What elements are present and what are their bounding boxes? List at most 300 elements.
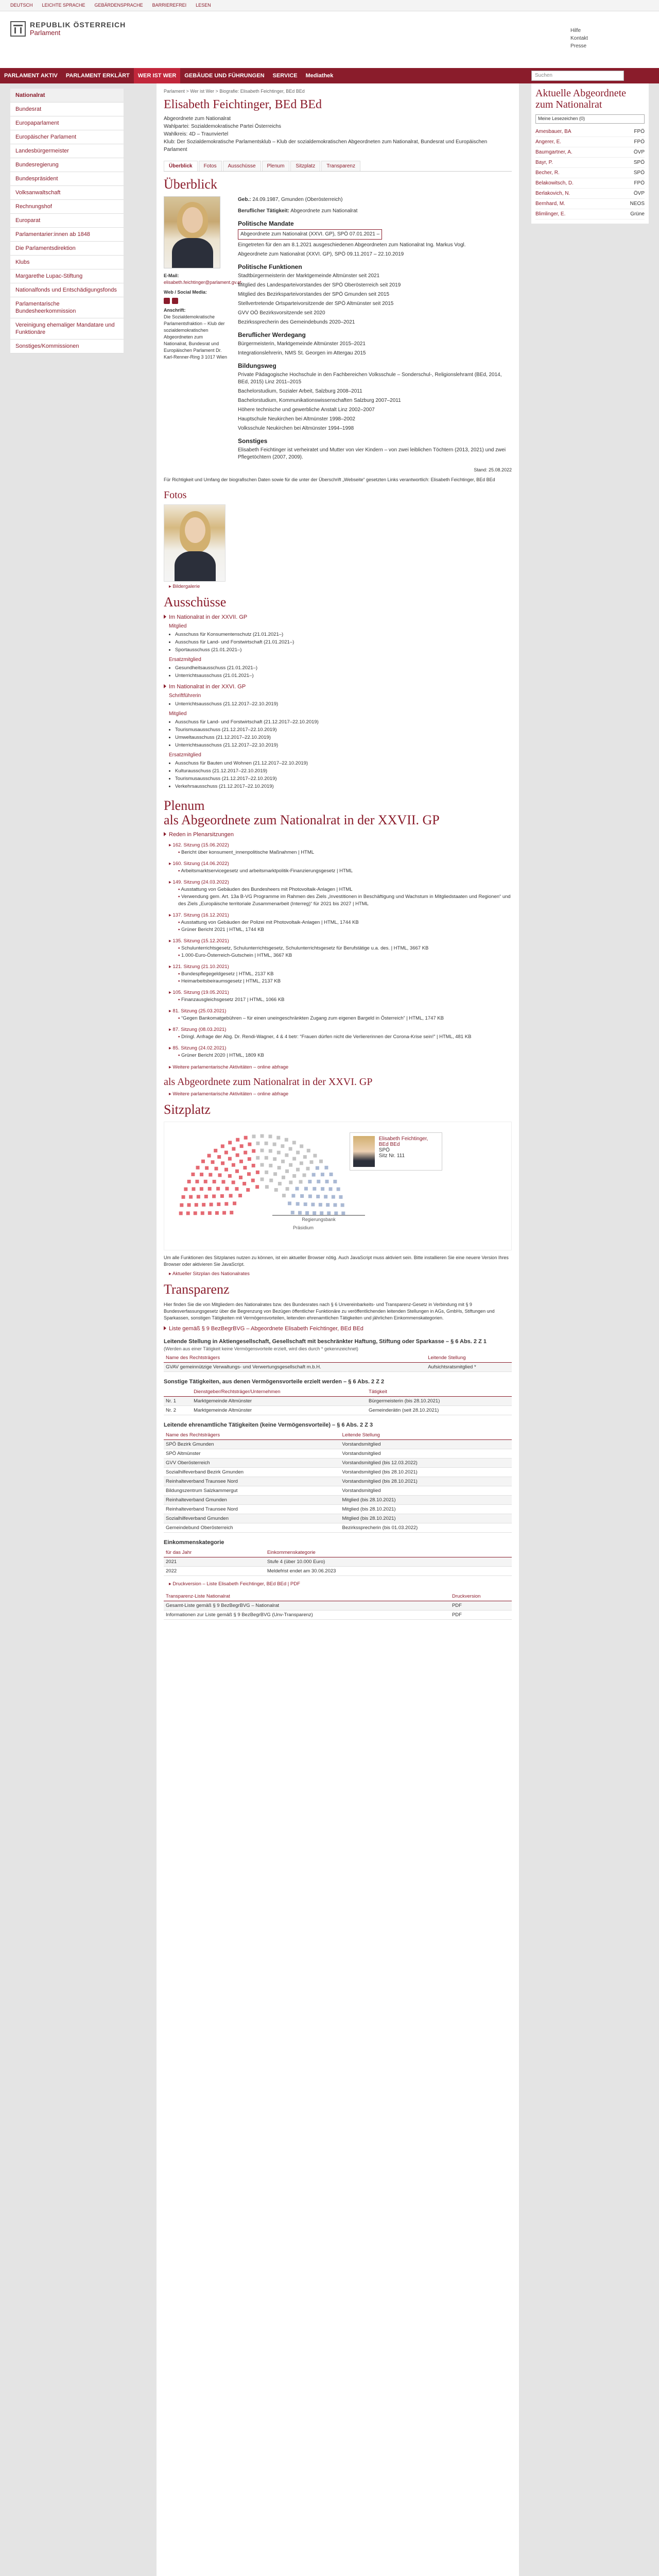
seat[interactable] <box>246 1188 250 1192</box>
seat[interactable] <box>278 1181 282 1185</box>
seat[interactable] <box>207 1187 212 1191</box>
seat[interactable] <box>187 1179 191 1183</box>
table-header: Transparenz-Liste Nationalrat <box>164 1592 450 1601</box>
seat[interactable] <box>251 1178 255 1182</box>
seat[interactable] <box>288 1147 292 1151</box>
seat[interactable] <box>236 1138 240 1142</box>
gallery-photo[interactable] <box>164 504 226 582</box>
table-cell[interactable]: PDF <box>450 1601 512 1611</box>
seat[interactable] <box>207 1211 212 1215</box>
sidebar-item[interactable]: Volksanwaltschaft <box>10 186 124 200</box>
seat[interactable] <box>199 1187 203 1191</box>
seat[interactable] <box>285 1169 289 1173</box>
education-item: Private Pädagogische Hochschule in den Fachbereichen Volksschule – Sonderschul-, Religionslehramt (BEd, 2014, BEd, 2015) Linz 2011–2015 <box>238 372 502 385</box>
speech-link[interactable]: ▪ Arbeitsmarktservicegesetz und arbeitsmarktpolitik-Finanzierungsgesetz | HTML <box>178 868 512 875</box>
seat[interactable] <box>195 1179 199 1183</box>
seat[interactable] <box>260 1134 264 1138</box>
committee-item: • Kulturausschuss (21.12.2017–22.10.2019) <box>175 767 512 775</box>
seat[interactable] <box>285 1187 289 1191</box>
seat[interactable] <box>252 1149 256 1153</box>
seat[interactable] <box>205 1166 209 1170</box>
seat[interactable] <box>274 1188 278 1192</box>
main-content <box>157 83 519 2576</box>
sidebar-item[interactable]: Sonstiges/Kommissionen <box>10 340 124 353</box>
print-version-link[interactable]: ▸ Druckversion – Liste Elisabeth Feichtinger, BEd BEd | PDF <box>169 1581 512 1587</box>
mp-name[interactable]: Amesbauer, BA <box>535 129 571 134</box>
seat[interactable] <box>221 1180 226 1184</box>
seat[interactable] <box>292 1174 297 1178</box>
seat[interactable] <box>255 1170 259 1174</box>
seat[interactable] <box>318 1202 322 1207</box>
session-toggle[interactable]: ▸ 137. Sitzung (16.12.2021) <box>169 912 229 918</box>
nav-mediathek[interactable]: Mediathek <box>305 73 334 79</box>
bio-column <box>238 196 512 463</box>
seat[interactable] <box>311 1202 315 1207</box>
seat[interactable] <box>295 1187 299 1191</box>
seat[interactable] <box>207 1154 211 1158</box>
table-header: Druckversion <box>450 1592 512 1601</box>
seat[interactable] <box>256 1156 260 1160</box>
seat[interactable] <box>193 1211 197 1215</box>
seat[interactable] <box>209 1173 213 1177</box>
contact-link[interactable]: Kontakt <box>570 36 588 41</box>
mp-list-item[interactable] <box>535 178 645 189</box>
seat-note: Um alle Funktionen des Sitzplanes nutzen zu können, ist ein aktueller Browser nötig. Auch JavaScript muss aktiviert sein. Bitte installieren Sie eine neuere Version Ihres Browser oder aktivieren Sie JavaScript. <box>164 1255 509 1267</box>
session-toggle[interactable]: ▸ 135. Sitzung (15.12.2021) <box>169 938 229 944</box>
seat-info-card <box>350 1132 442 1171</box>
gallery-link[interactable]: ▸ Bildergalerie <box>169 584 512 589</box>
seat[interactable] <box>239 1144 244 1148</box>
seat[interactable] <box>306 1148 310 1153</box>
table-cell: Sozialhilfeverband Gmunden <box>164 1514 340 1523</box>
table-header-row <box>164 1592 512 1601</box>
tab-plenum[interactable]: Plenum <box>262 161 290 171</box>
table-cell: 2021 <box>164 1557 265 1567</box>
more-activities-old-link[interactable]: ▸ Weitere parlamentarische Aktivitäten – online abfrage <box>169 1091 512 1097</box>
seat[interactable] <box>215 1211 219 1215</box>
pol-function-item: Stellvertretende Ortsparteivorsitzende der SPÖ Altmünster seit 2015 <box>238 301 394 307</box>
table-cell[interactable]: PDF <box>450 1611 512 1620</box>
seat[interactable] <box>203 1179 207 1183</box>
transparency-title: Transparenz <box>164 1282 230 1297</box>
seat[interactable] <box>265 1170 269 1174</box>
seat[interactable] <box>313 1187 317 1191</box>
seat[interactable] <box>264 1141 268 1145</box>
seat[interactable] <box>287 1201 291 1206</box>
seat[interactable] <box>282 1194 286 1198</box>
sidebar-item[interactable]: Europarat <box>10 214 124 228</box>
seat[interactable] <box>292 1157 297 1161</box>
seat[interactable] <box>224 1202 229 1206</box>
sidebar-item[interactable]: Europaparlament <box>10 116 124 130</box>
seat[interactable] <box>244 1136 248 1140</box>
seat[interactable] <box>276 1136 281 1140</box>
tab-ausschüsse[interactable]: Ausschüsse <box>223 161 261 171</box>
seat[interactable] <box>260 1148 264 1153</box>
seat[interactable] <box>340 1203 344 1207</box>
seat[interactable] <box>228 1157 232 1161</box>
portrait-image <box>164 196 220 268</box>
speech-link[interactable]: ▪ Bundespflegegeldgesetz | HTML, 2137 KB <box>178 971 512 978</box>
seat[interactable] <box>309 1160 314 1164</box>
seat[interactable] <box>224 1150 228 1155</box>
sidebar-item[interactable]: Die Parlamentsdirektion <box>10 242 124 256</box>
seat[interactable] <box>321 1187 325 1191</box>
seat[interactable] <box>228 1174 232 1178</box>
seat[interactable] <box>194 1203 198 1207</box>
seat[interactable] <box>331 1195 335 1199</box>
session-toggle[interactable]: ▸ 160. Sitzung (14.06.2022) <box>169 861 229 867</box>
seat[interactable] <box>308 1179 312 1183</box>
tab-sitzplatz[interactable]: Sitzplatz <box>290 161 320 171</box>
seat[interactable] <box>276 1150 281 1155</box>
logo[interactable] <box>10 21 126 37</box>
nav-parlament-erklaert[interactable]: PARLAMENT ERKLÄRT <box>65 73 130 79</box>
seat[interactable] <box>273 1172 278 1176</box>
seat[interactable] <box>184 1187 188 1191</box>
mp-name[interactable]: Belakowitsch, D. <box>535 180 574 186</box>
sidebar-item[interactable]: Nationalrat <box>10 89 124 103</box>
seat[interactable] <box>324 1195 328 1199</box>
mp-name[interactable]: Bernhard, M. <box>535 201 565 207</box>
speech-link[interactable]: ▪ Ausstattung von Gebäuden des Bundesheers mit Photovoltaik-Anlagen | HTML <box>178 886 512 893</box>
seat[interactable] <box>217 1155 221 1159</box>
mp-list-item[interactable] <box>535 127 645 137</box>
sidebar-item[interactable]: Landesbürgermeister <box>10 144 124 158</box>
mp-party: FPÖ <box>634 180 645 186</box>
sidebar-item[interactable]: Margarethe Lupac-Stiftung <box>10 269 124 283</box>
seat[interactable] <box>290 1211 294 1215</box>
seat[interactable] <box>316 1194 320 1198</box>
seat[interactable] <box>333 1203 337 1207</box>
seat[interactable] <box>296 1150 300 1155</box>
seat[interactable] <box>196 1195 200 1199</box>
seat[interactable] <box>221 1161 225 1165</box>
mp-list-item[interactable] <box>535 168 645 178</box>
seat[interactable] <box>255 1185 259 1189</box>
email-link[interactable]: elisabeth.feichtinger@parlament.gv.at <box>164 280 241 285</box>
seat[interactable] <box>225 1187 229 1191</box>
seat[interactable] <box>289 1180 293 1184</box>
seat[interactable] <box>209 1202 213 1207</box>
seat[interactable] <box>220 1194 224 1198</box>
seat[interactable] <box>317 1179 321 1183</box>
seat[interactable] <box>230 1211 234 1215</box>
seat[interactable] <box>269 1163 273 1167</box>
seat[interactable] <box>251 1163 255 1167</box>
bookmark-select[interactable]: Meine Lesezeichen (0) <box>535 114 645 124</box>
seat[interactable] <box>247 1157 251 1161</box>
seat[interactable] <box>200 1173 204 1177</box>
seat-number: Sitz Nr. 111 <box>378 1153 405 1159</box>
seat[interactable] <box>179 1211 183 1215</box>
sidebar-item[interactable]: Parlamentarier:innen ab 1848 <box>10 228 124 242</box>
pol-function-item: Mitglied des Bezirksparteivorstandes der SPÖ Gmunden seit 2015 <box>238 292 390 297</box>
seat[interactable] <box>217 1202 221 1206</box>
seat[interactable] <box>324 1165 328 1170</box>
table1-title: Leitende Stellung in Aktiengesellschaft, Gesellschaft mit beschränkter Haftung, Stiftung oder Sparkasse – § 6 Abs. 2 Z 1 <box>164 1338 487 1345</box>
speech-link[interactable]: ▪ Dringl. Anfrage der Abg. Dr. Rendi-Wagner, 4 & 4 betr: “Frauen dürfen nicht die Verliererinnen der Corona-Krise sein!” | HTML, 481 KB <box>178 1033 512 1041</box>
sidebar-item[interactable]: Bundesrat <box>10 103 124 116</box>
mp-list-item[interactable] <box>535 158 645 168</box>
seat[interactable] <box>211 1160 215 1164</box>
transparency-text: Hier finden Sie die von Mitgliedern des Nationalrates bzw. des Bundesrates nach § 6 Unvereinbarkeits- und Transparenz-Gesetz in Verbindung mit § 9 Bundesverfassungsgesetz über die Begrenzung von Bezügen öffentlicher Funktionäre zu veröffentlichenden leitenden Stellungen in AGs, GmbHs, Stiftungen und Sparkassen, sonstigen Tätigkeiten mit Vermögensvorteilen, leitenden ehrenamtlichen Tätigkeiten und jährlichen Einkommenskategorien. <box>164 1302 495 1320</box>
seat[interactable] <box>292 1141 296 1145</box>
seat[interactable] <box>325 1179 329 1183</box>
table-cell: Mitglied (bis 28.10.2021) <box>340 1496 512 1505</box>
table-header-row <box>164 1548 512 1557</box>
top-strip-link[interactable]: DEUTSCH <box>10 3 33 8</box>
speeches-toggle[interactable]: Reden in Plenarsitzungen <box>164 832 512 838</box>
seat[interactable] <box>306 1166 310 1171</box>
tab-transparenz[interactable]: Transparenz <box>321 161 360 171</box>
seat[interactable] <box>235 1187 239 1191</box>
seat[interactable] <box>328 1187 333 1191</box>
seat[interactable] <box>222 1211 227 1215</box>
seat[interactable] <box>192 1187 196 1191</box>
committee-item: • Tourismusausschuss (21.12.2017–22.10.2019) <box>175 726 512 734</box>
seat[interactable] <box>272 1142 276 1146</box>
mp-name[interactable]: Berlakovich, N. <box>535 191 570 196</box>
speech-link[interactable]: ▪ “Gegen Bankomatgebühren – für einen uneingeschränkten Zugang zum eigenen Bargeld in Österreich” | HTML, 1747 KB <box>178 1015 512 1022</box>
committee-item: • Unterrichtsausschuss (21.12.2017–22.10.2019) <box>175 741 512 749</box>
seat[interactable] <box>243 1166 247 1170</box>
sidebar-item[interactable]: Rechnungshof <box>10 200 124 214</box>
logo-line2: Parlament <box>30 29 61 37</box>
seat[interactable] <box>299 1161 303 1165</box>
seat[interactable] <box>326 1203 330 1207</box>
seat[interactable] <box>284 1138 288 1142</box>
table-cell: Bildungszentrum Salzkammergut <box>164 1486 340 1496</box>
sidebar-item[interactable]: Bundesregierung <box>10 158 124 172</box>
mp-name[interactable]: Bayr, P. <box>535 160 553 165</box>
session-toggle[interactable]: ▸ 87. Sitzung (08.03.2021) <box>169 1027 227 1032</box>
seat[interactable] <box>252 1134 256 1139</box>
session-toggle[interactable]: ▸ 149. Sitzung (24.03.2022) <box>169 879 229 885</box>
seat[interactable] <box>291 1194 296 1198</box>
mp-list-item[interactable] <box>535 189 645 199</box>
nav-gebaeude[interactable]: GEBÄUDE UND FÜHRUNGEN <box>184 73 265 79</box>
mp-list-item[interactable] <box>535 137 645 147</box>
seat[interactable] <box>201 1159 205 1163</box>
seat[interactable] <box>320 1173 324 1177</box>
site-header <box>0 11 659 68</box>
speech-link[interactable]: ▪ Grüner Bericht 2020 | HTML, 1809 KB <box>178 1052 512 1059</box>
help-link[interactable]: Hilfe <box>570 28 581 33</box>
seat[interactable] <box>339 1195 343 1199</box>
seat[interactable] <box>333 1179 337 1183</box>
transparency-toggle[interactable]: Liste gemäß § 9 BezBegrBVG – Abgeordnete Elisabeth Feichtinger, BEd BEd <box>164 1326 512 1332</box>
seat[interactable] <box>202 1202 206 1207</box>
seat[interactable] <box>304 1187 308 1191</box>
table-header-row <box>164 1431 512 1440</box>
education-item: Bachelorstudium, Kommunikationswissenschaften Salzburg 2007–2011 <box>238 398 401 403</box>
session-toggle[interactable]: ▸ 105. Sitzung (19.05.2021) <box>169 990 229 995</box>
nav-service[interactable]: SERVICE <box>272 73 298 79</box>
seat[interactable] <box>235 1169 239 1173</box>
instagram-icon[interactable] <box>172 298 178 304</box>
sidebar-item[interactable]: Europäischer Parlament <box>10 130 124 144</box>
seat[interactable] <box>260 1177 264 1181</box>
seat[interactable] <box>187 1203 191 1207</box>
seat[interactable] <box>285 1153 289 1157</box>
top-strip-link[interactable]: LESEN <box>196 3 211 8</box>
seat[interactable] <box>204 1194 208 1198</box>
seat[interactable] <box>313 1154 317 1158</box>
seat[interactable] <box>238 1194 242 1198</box>
top-strip-link[interactable]: GEBÄRDENSPRACHE <box>94 3 143 8</box>
sidebar-item[interactable]: Nationalfonds und Entschädigungsfonds <box>10 283 124 297</box>
seat[interactable] <box>281 1175 285 1179</box>
mp-list-item[interactable] <box>535 147 645 158</box>
seat[interactable] <box>268 1149 272 1153</box>
session-toggle[interactable]: ▸ 121. Sitzung (21.10.2021) <box>169 964 229 970</box>
seat[interactable] <box>303 1202 307 1206</box>
seat[interactable] <box>224 1167 228 1172</box>
seat[interactable] <box>311 1173 316 1177</box>
nav-wer-ist-wer[interactable]: WER IST WER <box>134 68 181 83</box>
speech-link[interactable]: ▪ Finanzausgleichsgesetz 2017 | HTML, 1066 KB <box>178 996 512 1004</box>
committees-current-toggle[interactable]: Im Nationalrat in der XXVII. GP <box>164 614 512 620</box>
seat[interactable] <box>228 1141 232 1145</box>
table-cell: Reinhalteverband Traunsee Nord <box>164 1505 340 1514</box>
seat[interactable] <box>264 1156 268 1160</box>
seat[interactable] <box>308 1194 312 1198</box>
seat[interactable] <box>239 1175 243 1179</box>
speech-link[interactable]: ▪ Bericht über konsument_innenpolitische Maßnahmen | HTML <box>178 849 512 856</box>
seat[interactable] <box>196 1165 200 1170</box>
seat[interactable] <box>296 1167 300 1172</box>
breadcrumb: Parlament > Wer ist Wer > Biografie: Elisabeth Feichtinger, BEd BEd <box>164 89 305 94</box>
seat[interactable] <box>232 1147 236 1151</box>
table-cell: SPÖ Bezirk Gmunden <box>164 1440 340 1449</box>
sidebar-item[interactable]: Vereinigung ehemaliger Mandatare und Funktionäre <box>10 318 124 340</box>
speech-link[interactable]: ▪ 1.000-Euro-Österreich-Gutschein | HTML, 3667 KB <box>178 952 512 959</box>
seat[interactable] <box>300 1194 304 1198</box>
seat[interactable] <box>299 1180 303 1184</box>
seat[interactable] <box>235 1153 239 1157</box>
seat[interactable] <box>191 1172 195 1176</box>
nav-parlament-aktiv[interactable]: PARLAMENT AKTIV <box>4 73 58 79</box>
table-cell: Gemeinderätin (seit 28.10.2021) <box>367 1406 512 1415</box>
more-activities-link[interactable]: ▸ Weitere parlamentarische Aktivitäten – online abfrage <box>169 1064 512 1070</box>
seat[interactable] <box>289 1163 293 1167</box>
top-strip-link[interactable]: LEICHTE SPRACHE <box>42 3 85 8</box>
session-toggle[interactable]: ▸ 162. Sitzung (15.06.2022) <box>169 842 229 848</box>
other-activities-table <box>164 1387 512 1415</box>
seat[interactable] <box>231 1163 235 1167</box>
seat[interactable] <box>298 1211 302 1215</box>
honorary-table <box>164 1431 512 1533</box>
seat[interactable] <box>277 1166 281 1170</box>
facebook-icon[interactable] <box>164 298 170 304</box>
seat[interactable] <box>269 1178 273 1182</box>
seat[interactable] <box>296 1202 300 1206</box>
sidebar-item[interactable]: Klubs <box>10 256 124 269</box>
seat[interactable] <box>214 1148 218 1153</box>
seat[interactable] <box>302 1173 306 1177</box>
seat[interactable] <box>242 1181 247 1185</box>
seat[interactable] <box>273 1157 277 1161</box>
seat[interactable] <box>186 1211 190 1215</box>
mp-name[interactable]: Angerer, E. <box>535 139 562 145</box>
speech-link[interactable]: ▪ Grüner Bericht 2021 | HTML, 1744 KB <box>178 926 512 934</box>
seat[interactable] <box>329 1172 333 1176</box>
table-cell: GVAV gemeinnützige Verwaltungs- und Verwertungsgesellschaft m.b.H. <box>164 1363 426 1372</box>
seat-party: SPÖ <box>378 1147 390 1153</box>
seat[interactable] <box>200 1211 204 1215</box>
seat[interactable] <box>281 1144 285 1148</box>
seat[interactable] <box>189 1195 193 1199</box>
tab-fotos[interactable]: Fotos <box>199 161 222 171</box>
session-toggle[interactable]: ▸ 85. Sitzung (24.02.2021) <box>169 1045 227 1051</box>
seat[interactable] <box>303 1155 307 1159</box>
seat[interactable] <box>212 1194 216 1198</box>
sidebar-item[interactable]: Parlamentarische Bundesheerkommission <box>10 297 124 318</box>
mp-party: NEOS <box>630 201 645 207</box>
seat[interactable] <box>247 1172 251 1176</box>
speech-link[interactable]: ▪ Verwendung gem. Art. 13a B-VG Programme im Rahmen des Ziels „Investitionen in Beschäftigung und Wachstum in Mitgliedstaaten und Regionen“ und des Ziels „Europäische territoriale Zusammenarbeit (Interreg)“ für 2021 bis 2027 | HTML <box>178 893 512 908</box>
seat[interactable] <box>181 1195 185 1199</box>
sidebar-item[interactable]: Bundespräsident <box>10 172 124 186</box>
seat[interactable] <box>336 1187 340 1191</box>
press-link[interactable]: Presse <box>570 43 587 49</box>
seat[interactable] <box>300 1144 304 1148</box>
subinfo-line: Wahlpartei: Sozialdemokratische Partei Österreichs <box>164 124 282 129</box>
speech-link[interactable]: ▪ Ausstattung von Gebäuden der Polizei mit Photovoltaik-Anlagen | HTML, 1744 KB <box>178 919 512 926</box>
career-item: Bürgermeisterin, Marktgemeinde Altmünster 2015–2021 <box>238 341 366 347</box>
mp-list-item[interactable] <box>535 209 645 219</box>
table-cell: Sozialhilfeverband Bezirk Gmunden <box>164 1468 340 1477</box>
seat[interactable] <box>281 1159 285 1163</box>
seat[interactable] <box>260 1163 264 1167</box>
table-cell: Aufsichtsratsmitglied * <box>426 1363 512 1372</box>
seat[interactable] <box>216 1187 220 1191</box>
seat[interactable] <box>233 1201 237 1206</box>
seat[interactable] <box>319 1159 323 1163</box>
table-row <box>164 1611 512 1620</box>
seat[interactable] <box>239 1159 243 1163</box>
mp-name[interactable]: Baumgartner, A. <box>535 149 573 155</box>
tab-überblick[interactable]: Überblick <box>164 161 198 171</box>
seat[interactable] <box>248 1142 252 1146</box>
seat[interactable] <box>218 1173 222 1177</box>
speech-link[interactable]: ▪ Heimarbeitsbeiraumsgesetz | HTML, 2137 KB <box>178 978 512 985</box>
seat[interactable] <box>231 1180 235 1184</box>
session-toggle[interactable]: ▸ 81. Sitzung (25.03.2021) <box>169 1008 227 1014</box>
seat[interactable] <box>229 1194 233 1198</box>
speech-link[interactable]: ▪ Schulunterrichtsgesetz, Schulunterrichtsgesetz, Schulunterrichtsgesetz für Berufstätige u.a. des. | HTML, 3667 KB <box>178 945 512 952</box>
committees-title: Ausschüsse <box>164 595 227 609</box>
seat[interactable] <box>256 1141 260 1145</box>
mp-name[interactable]: Blimlinger, E. <box>535 211 566 217</box>
seat[interactable] <box>180 1203 184 1207</box>
seat[interactable] <box>220 1144 224 1148</box>
seat[interactable] <box>214 1166 218 1171</box>
search-input[interactable]: Suchen <box>531 71 624 81</box>
mp-list-item[interactable] <box>535 199 645 209</box>
seat[interactable] <box>268 1134 272 1139</box>
seat[interactable] <box>212 1179 216 1183</box>
seat-plan-link[interactable]: ▸ Aktueller Sitzplan des Nationalrates <box>169 1271 512 1277</box>
seat[interactable] <box>244 1150 248 1155</box>
seat[interactable] <box>315 1166 319 1170</box>
seat[interactable] <box>265 1185 269 1189</box>
education-item: Bachelorstudium, Sozialer Arbeit, Salzburg 2008–2011 <box>238 388 362 394</box>
committees-old-toggle[interactable]: Im Nationalrat in der XXVI. GP <box>164 684 512 690</box>
mp-name[interactable]: Becher, R. <box>535 170 560 176</box>
top-strip-link[interactable]: BARRIEREFREI <box>152 3 187 8</box>
